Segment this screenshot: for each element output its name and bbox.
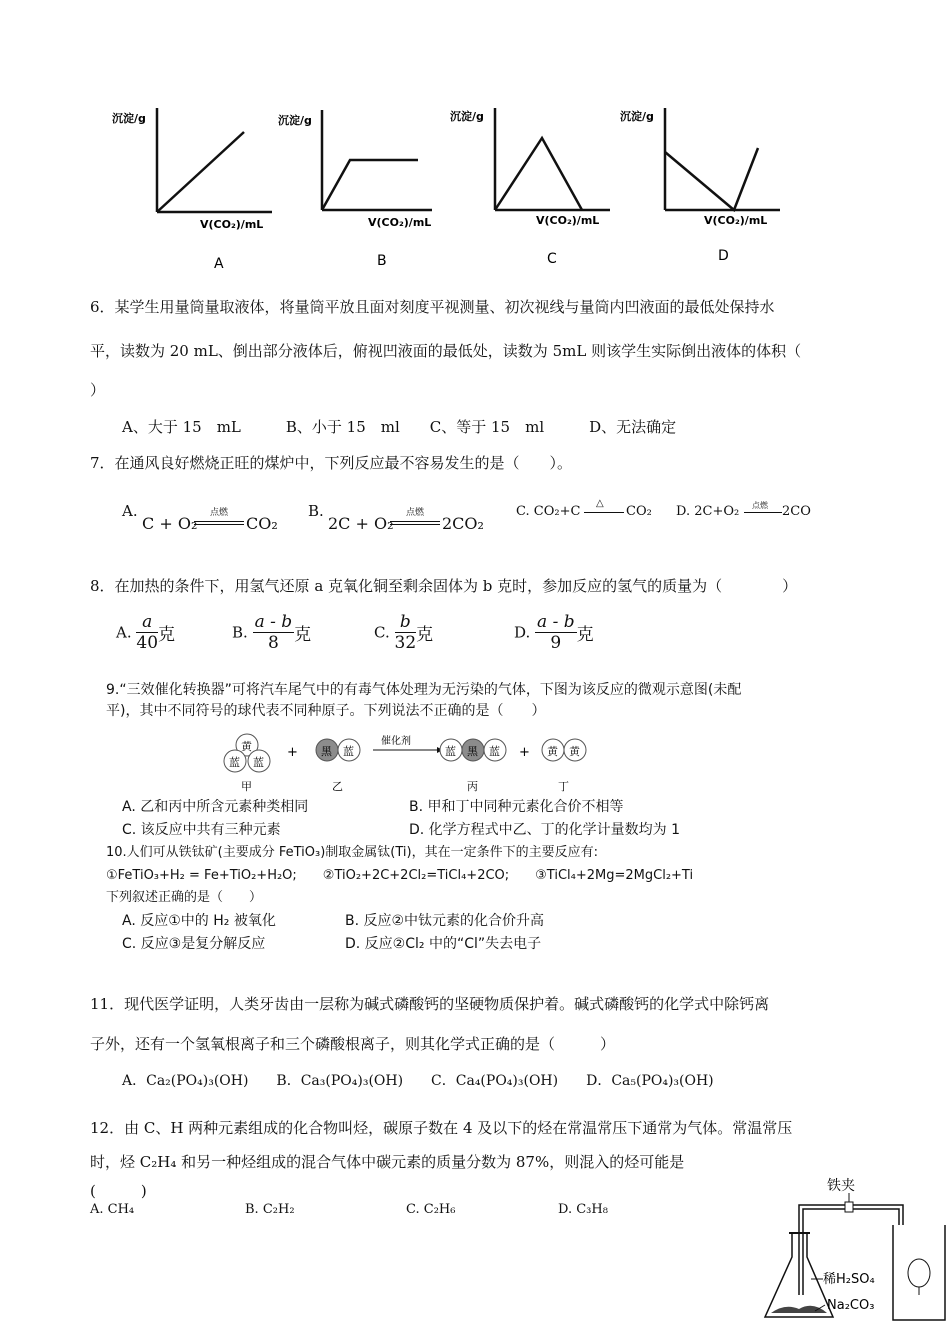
q10-option-d: D. 反应②Cl₂ 中的“Cl”失去电子: [345, 936, 542, 952]
q8-a-unit: 克: [158, 625, 176, 645]
q8-c-frac: [395, 612, 417, 653]
graph-b-label: B: [377, 253, 387, 269]
q7-c-left: C. CO₂+C: [516, 504, 581, 519]
q8-b-label: B.: [232, 623, 248, 642]
q7-b-arrow: [390, 521, 440, 525]
q7-option-d: [676, 501, 826, 528]
q8-c-unit: 克: [416, 625, 434, 645]
q8-c-label: C.: [374, 623, 390, 642]
q9-option-b: B. 甲和丁中同种元素化合价不相等: [409, 799, 624, 815]
q7-b-left: 2C + O₂: [328, 514, 394, 533]
q10-line2: ①FeTiO₃+H₂ = Fe+TiO₂+H₂O; ②TiO₂+2C+2Cl₂=TiCl₄+2CO; ③TiCl₄+2Mg=2MgCl₂+Ti: [106, 868, 694, 883]
q6-line3: ）: [90, 381, 106, 399]
graph-d: [620, 108, 780, 264]
graph-a-ylabel: 沉淀/g: [112, 112, 146, 125]
q9-catalyst: 催化剂: [381, 736, 411, 747]
q12-option-d: D. C₃H₈: [558, 1202, 608, 1217]
q7-d-arrow: [744, 512, 782, 513]
q9-yi-lan: 蓝: [343, 745, 354, 758]
q10-option-b: B. 反应②中钛元素的化合价升高: [345, 913, 545, 929]
q7-b-label: B.: [308, 502, 324, 520]
q10-line1: 10.人们可从铁钛矿(主要成分 FeTiO₃)制取金属钛(Ti)，其在一定条件下的主要反应有:: [106, 845, 598, 860]
graph-d-label: D: [718, 248, 729, 264]
q10-line3: 下列叙述正确的是（ ）: [106, 890, 263, 905]
q7-c-arrow: [584, 512, 624, 513]
q6-line1: 6．某学生用量筒量取液体，将量筒平放且面对刻度平视测量、初次视线与量筒内凹液面的最低处保持水: [90, 298, 775, 316]
q9-jia-lan2: 蓝: [253, 756, 264, 769]
q8-b-den: 8: [267, 633, 279, 653]
q11-line2: 子外，还有一个氢氧根离子和三个磷酸根离子，则其化学式正确的是（ ）: [90, 1035, 616, 1053]
q7-c-cond: △: [596, 498, 604, 509]
graph-c-label: C: [547, 251, 557, 267]
graph-c-xlabel: V(CO₂)/mL: [536, 214, 600, 227]
q12-option-c: C. C₂H₆: [406, 1202, 456, 1217]
q8-a-den: 40: [136, 633, 159, 653]
q7-b-cond: 点燃: [406, 508, 425, 518]
q7-option-b: [308, 502, 488, 542]
q8-option-c: [374, 612, 433, 653]
q9-yi-hei: 黑: [321, 745, 332, 758]
graph-b-xlabel: V(CO₂)/mL: [368, 216, 432, 229]
q9-option-d: D. 化学方程式中乙、丁的化学计量数均为 1: [409, 822, 681, 838]
q7-a-cond: 点燃: [210, 508, 229, 518]
graph-a: [112, 108, 272, 272]
q8-b-frac: [253, 612, 295, 653]
q9-bing-label: 丙: [467, 780, 478, 793]
graph-d-xlabel: V(CO₂)/mL: [704, 214, 768, 227]
q9-jia-label: 甲: [241, 780, 252, 793]
q7-d-right: 2CO: [782, 504, 811, 519]
q12-line1: 12．由 C、H 两种元素组成的化合物叫烃，碳原子数在 4 及以下的烃在常温常压下通常为气体。常温常压: [90, 1119, 793, 1137]
q7-a-left: C + O₂: [142, 514, 198, 533]
q9-plus2: +: [519, 745, 530, 760]
graph-a-xlabel: V(CO₂)/mL: [200, 218, 264, 231]
q8-option-d: [514, 612, 594, 653]
apparatus-clamp-label: 铁夹: [827, 1178, 855, 1194]
q9-yi-label: 乙: [332, 780, 343, 793]
q8-a-num: a: [136, 612, 158, 633]
q9-ding-label: 丁: [558, 780, 569, 793]
graph-b-ylabel: 沉淀/g: [278, 114, 312, 127]
q6-options: A、大于 15 mL B、小于 15 ml C、等于 15 ml D、无法确定: [122, 418, 677, 436]
apparatus-diagram: [755, 1175, 950, 1344]
graph-d-ylabel: 沉淀/g: [620, 110, 654, 123]
q9-line1: 9.“三效催化转换器”可将汽车尾气中的有毒气体处理为无污染的气体，下图为该反应的微观示意图(未配: [106, 682, 742, 698]
q7-a-label: A.: [122, 502, 138, 520]
q8-stem: 8．在加热的条件下，用氢气还原 a 克氧化铜至剩余固体为 b 克时，参加反应的氢气的质量为（ ）: [90, 577, 798, 595]
q7-a-arrow: [194, 521, 244, 525]
q8-a-frac: [136, 612, 158, 653]
apparatus-carbonate-label: Na₂CO₃: [827, 1298, 875, 1313]
graph-c: [450, 108, 610, 267]
q7-option-c: [516, 498, 666, 528]
q8-a-label: A.: [116, 623, 132, 642]
q8-d-label: D.: [514, 623, 531, 642]
q9-reaction-diagram: [215, 730, 595, 798]
q7-d-cond: 点燃: [752, 501, 768, 510]
q6-line2: 平，读数为 20 mL、倒出部分液体后，俯视凹液面的最低处，读数为 5mL 则该学生实际倒出液体的体积（: [90, 342, 802, 360]
q9-jia-huang: 黄: [241, 740, 252, 753]
q10-option-c: C. 反应③是复分解反应: [122, 936, 266, 952]
q9-jia-lan1: 蓝: [229, 756, 240, 769]
apparatus-acid-label: 稀H₂SO₄: [823, 1272, 875, 1287]
q9-bing-lan2: 蓝: [489, 745, 500, 758]
q10-option-a: A. 反应①中的 H₂ 被氧化: [122, 913, 276, 929]
q9-option-c: C. 该反应中共有三种元素: [122, 822, 281, 838]
q8-option-a: [116, 612, 175, 653]
graph-b: [278, 110, 432, 269]
graph-c-ylabel: 沉淀/g: [450, 110, 484, 123]
q8-c-den: 32: [394, 633, 417, 653]
q9-option-a: A. 乙和丙中所含元素种类相同: [122, 799, 309, 815]
q12-line2: 时，烃 C₂H₄ 和另一种烃组成的混合气体中碳元素的质量分数为 87%，则混入的烃可能是: [90, 1153, 685, 1171]
q11-options: A．Ca₂(PO₄)₃(OH) B．Ca₃(PO₄)₃(OH) C．Ca₄(PO₄)₃(OH) D．Ca₅(PO₄)₃(OH): [122, 1073, 714, 1089]
q8-d-num: a - b: [537, 612, 575, 632]
graph-a-label: A: [214, 256, 224, 272]
q8-option-b: [232, 612, 311, 653]
q8-d-frac: [535, 612, 577, 653]
q7-c-right: CO₂: [626, 504, 652, 519]
q12-option-b: B. C₂H₂: [245, 1202, 295, 1217]
q7-stem: 7．在通风良好燃烧正旺的煤炉中，下列反应最不容易发生的是（ ）。: [90, 454, 573, 472]
q7-b-right: 2CO₂: [442, 514, 484, 533]
q7-d-left: D. 2C+O₂: [676, 504, 740, 519]
q9-line2: 平)，其中不同符号的球代表不同种原子。下列说法不正确的是（ ）: [106, 703, 546, 719]
q7-a-right: CO₂: [246, 514, 278, 533]
q12-line3: ( ): [90, 1182, 147, 1200]
q9-ding-huang2: 黄: [569, 745, 580, 758]
q9-ding-huang1: 黄: [547, 745, 558, 758]
q11-line1: 11．现代医学证明，人类牙齿由一层称为碱式磷酸钙的坚硬物质保护着。碱式磷酸钙的化学式中除钙离: [90, 995, 770, 1013]
q8-d-den: 9: [550, 633, 562, 653]
q8-b-unit: 克: [294, 625, 312, 645]
q8-d-unit: 克: [576, 625, 594, 645]
q7-option-a: [122, 502, 292, 542]
q8-b-num: a - b: [254, 612, 293, 632]
q8-c-num: b: [395, 612, 417, 633]
q9-plus1: +: [287, 745, 298, 760]
precipitate-graphs: [100, 100, 800, 275]
q9-bing-lan1: 蓝: [445, 745, 456, 758]
q12-option-a: A. CH₄: [90, 1202, 135, 1217]
q9-bing-hei: 黑: [467, 745, 478, 758]
